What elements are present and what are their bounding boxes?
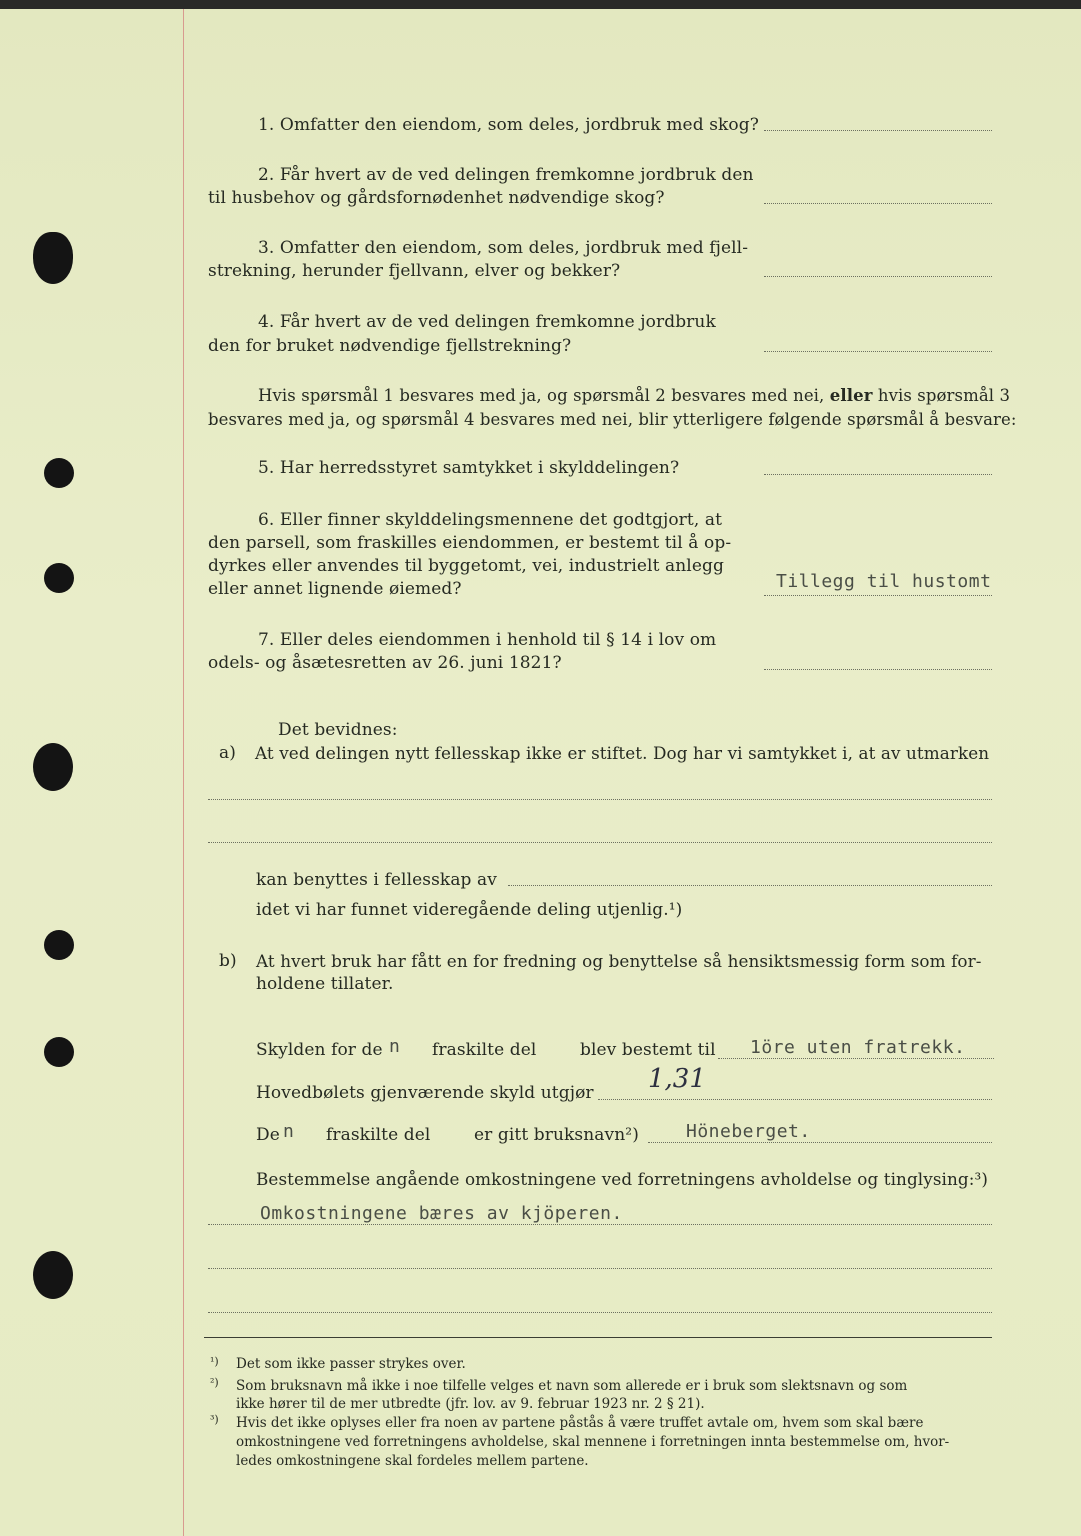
- answer-line-5[interactable]: [764, 474, 992, 475]
- cost-line-1[interactable]: [208, 1224, 992, 1225]
- question-6-line-1: 6. Eller finner skylddelingsmennene det godtgjort, at: [258, 510, 723, 530]
- punch-hole-3: [44, 563, 74, 593]
- punch-hole-7: [33, 1251, 73, 1299]
- question-5: 5. Har herredsstyret samtykket i skylddelingen?: [258, 458, 680, 478]
- question-4-line-2: den for bruket nødvendige fjellstrekning?: [208, 336, 572, 356]
- cost-label: Bestemmelse angående omkostningene ved forretningens avholdelse og tinglysing:³): [256, 1169, 988, 1189]
- skyld-line[interactable]: [718, 1058, 994, 1059]
- answer-line-1[interactable]: [764, 130, 992, 131]
- bruk-n-typed: n: [283, 1121, 295, 1142]
- question-6-line-2: den parsell, som fraskilles eiendommen, er bestemt til å op-: [208, 533, 732, 553]
- question-3-line-2: strekning, herunder fjellvann, elver og bekker?: [208, 261, 621, 281]
- condition-line-1: [258, 385, 1010, 407]
- skyld-label-3: blev bestemt til: [580, 1040, 716, 1060]
- skyld-n-typed: n: [389, 1036, 401, 1057]
- hoved-value-handwritten: 1,31: [648, 1064, 706, 1094]
- question-2-line-1: 2. Får hvert av de ved delingen fremkomne jordbruk den: [258, 165, 754, 185]
- bruk-value-typed: Höneberget.: [686, 1121, 811, 1142]
- answer-line-6[interactable]: [764, 595, 992, 596]
- punch-hole-2: [44, 458, 74, 488]
- answer-line-3[interactable]: [764, 276, 992, 277]
- answer-6-typed: Tillegg til hustomt: [776, 571, 992, 592]
- answer-line-2[interactable]: [764, 203, 992, 204]
- condition-text-b: hvis spørsmål 3: [877, 386, 1011, 405]
- footnote-3-line-2: omkostningene ved forretningens avholdelse, skal mennene i forretningen innta bestemmelse om, hvor-: [236, 1434, 950, 1450]
- cost-value-typed: Omkostningene bæres av kjöperen.: [260, 1203, 623, 1224]
- attest-b-line-2: holdene tillater.: [256, 974, 394, 994]
- footnote-1-mark: ¹): [210, 1355, 219, 1368]
- hoved-label: Hovedbølets gjenværende skyld utgjør: [256, 1083, 594, 1103]
- question-2-line-2: til husbehov og gårdsfornødenhet nødvendige skog?: [208, 188, 665, 208]
- question-3-line-1: 3. Omfatter den eiendom, som deles, jordbruk med fjell-: [258, 238, 749, 258]
- question-7-line-2: odels- og åsætesretten av 26. juni 1821?: [208, 653, 562, 673]
- answer-line-4[interactable]: [764, 351, 992, 352]
- skyld-value-typed: 1öre uten fratrekk.: [750, 1037, 966, 1058]
- bruk-label-1: De: [256, 1125, 280, 1145]
- bruk-line[interactable]: [648, 1142, 992, 1143]
- skyld-label-1: Skylden for de: [256, 1040, 383, 1060]
- answer-line-7[interactable]: [764, 669, 992, 670]
- condition-text-a: Hvis spørsmål 1 besvares med ja, og spørsmål 2 besvares med nei,: [258, 386, 825, 405]
- attest-a-label: a): [219, 743, 236, 763]
- attest-b-line-1: At hvert bruk har fått en for fredning og benyttelse så hensiktsmessig form som for-: [256, 951, 982, 971]
- condition-bold-eller: eller: [829, 386, 873, 405]
- question-1: 1. Omfatter den eiendom, som deles, jordbruk med skog?: [258, 115, 759, 135]
- attest-a-text: At ved delingen nytt fellesskap ikke er stiftet. Dog har vi samtykket i, at av utmarken: [255, 743, 990, 763]
- question-6-line-3: dyrkes eller anvendes til byggetomt, vei, industrielt anlegg: [208, 556, 724, 576]
- punch-hole-4: [33, 743, 73, 791]
- footnote-2-mark: ²): [210, 1376, 219, 1389]
- footnote-3-mark: ³): [210, 1413, 219, 1426]
- margin-rule: [183, 9, 184, 1536]
- condition-line-2: besvares med ja, og spørsmål 4 besvares med nei, blir ytterligere følgende spørsmål å besvare:: [208, 410, 1017, 429]
- attest-a-further: idet vi har funnet videregående deling utjenlig.¹): [256, 900, 683, 920]
- punch-hole-5: [44, 930, 74, 960]
- footnote-3-line-3: ledes omkostningene skal fordeles mellem partene.: [236, 1453, 589, 1469]
- cost-line-2[interactable]: [208, 1268, 992, 1269]
- footnote-separator: [204, 1337, 992, 1338]
- footnote-1: Det som ikke passer strykes over.: [236, 1356, 466, 1372]
- punch-hole-1: [33, 232, 73, 284]
- scan-top-edge: [0, 0, 1081, 9]
- attest-a-shared-line[interactable]: [508, 885, 992, 886]
- footnote-3-line-1: Hvis det ikke oplyses eller fra noen av partene påstås å være truffet avtale om, hvem som skal bære: [236, 1415, 924, 1431]
- hoved-line[interactable]: [598, 1099, 992, 1100]
- skyld-label-2: fraskilte del: [432, 1040, 537, 1060]
- attest-a-line-2[interactable]: [208, 842, 992, 843]
- punch-hole-6: [44, 1037, 74, 1067]
- attest-a-line-1[interactable]: [208, 799, 992, 800]
- bruk-label-3: er gitt bruksnavn²): [474, 1125, 639, 1145]
- question-7-line-1: 7. Eller deles eiendommen i henhold til § 14 i lov om: [258, 630, 717, 650]
- question-4-line-1: 4. Får hvert av de ved delingen fremkomne jordbruk: [258, 312, 716, 332]
- attest-b-label: b): [219, 951, 237, 971]
- footnote-2-line-1: Som bruksnavn må ikke i noe tilfelle velges et navn som allerede er i bruk som slektsnavn og som: [236, 1378, 908, 1394]
- question-6-line-4: eller annet lignende øiemed?: [208, 579, 462, 599]
- attest-heading: Det bevidnes:: [278, 720, 398, 740]
- attest-a-shared: kan benyttes i fellesskap av: [256, 870, 497, 890]
- bruk-label-2: fraskilte del: [326, 1125, 431, 1145]
- cost-line-3[interactable]: [208, 1312, 992, 1313]
- footnote-2-line-2: ikke hører til de mer utbredte (jfr. lov. av 9. februar 1923 nr. 2 § 21).: [236, 1396, 705, 1412]
